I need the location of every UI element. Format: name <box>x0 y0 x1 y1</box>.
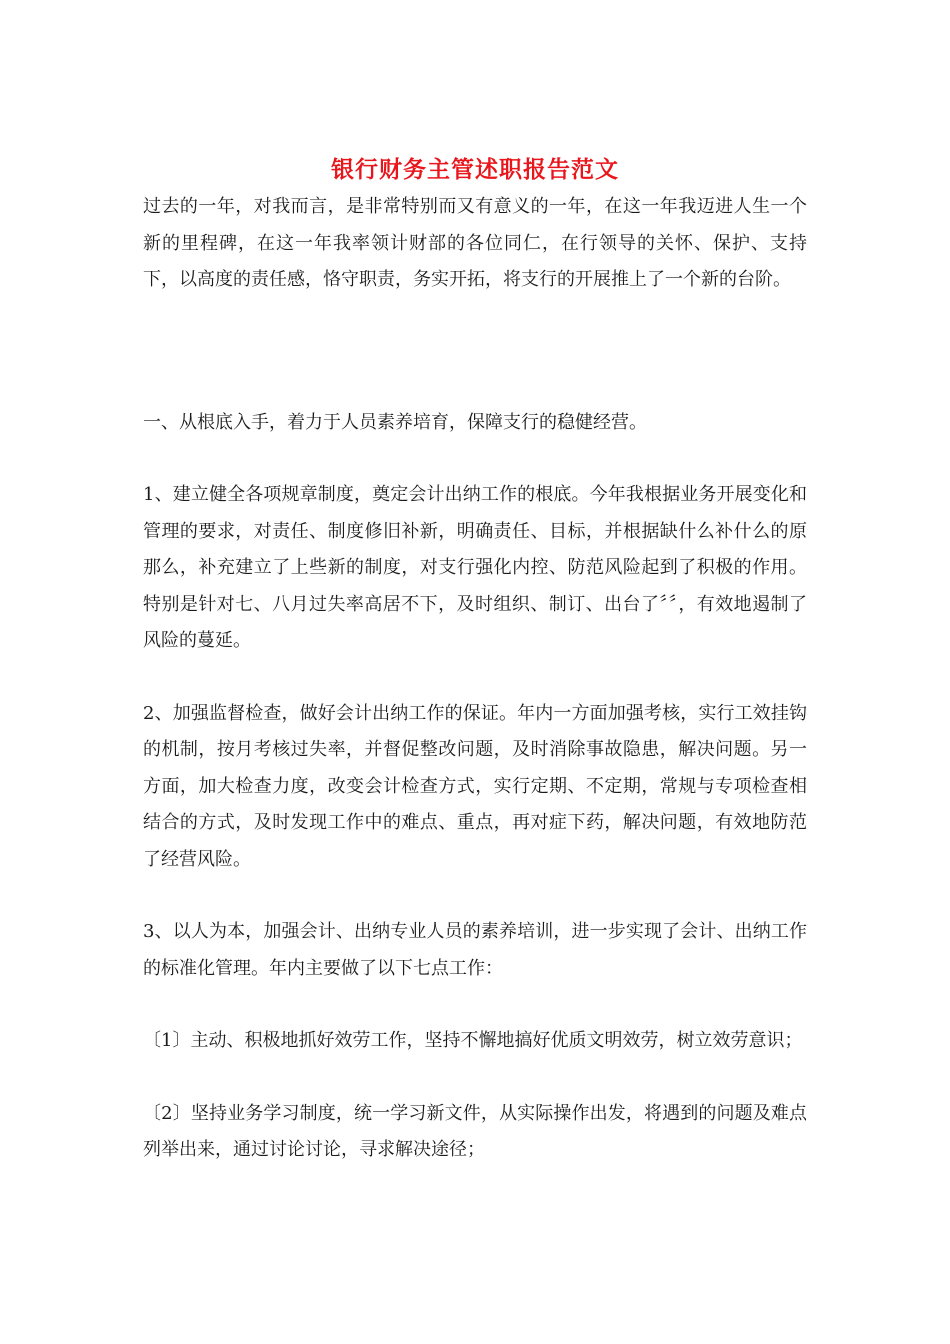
intro-paragraph: 过去的一年，对我而言，是非常特别而又有意义的一年，在这一年我迈进人生一个新的里程碑，在这一年我率领计财部的各位同仁，在行领导的关怀、保护、支持下，以高度的责任感，恪守职责，务实开拓，将支行的开展推上了一个新的台阶。 <box>143 196 807 290</box>
body-paragraph: 3、以人为本，加强会计、出纳专业人员的素养培训，进一步实现了会计、出纳工作的标准化管理。年内主要做了以下七点工作： <box>143 921 807 979</box>
document-title: 银行财务主管述职报告范文 <box>331 156 619 183</box>
body-paragraph: 2、加强监督检查，做好会计出纳工作的保证。年内一方面加强考核，实行工效挂钩的机制，按月考核过失率，并督促整改问题，及时消除事故隐患，解决问题。另一方面，加大检查力度，改变会计检查方式，实行定期、不定期，常规与专项检查相结合的方式，及时发现工作中的难点、重点，再对症下药，解决问题，有效地防范了经营风险。 <box>143 702 807 870</box>
document-body <box>143 189 807 1169</box>
body-paragraph: 1、建立健全各项规章制度，奠定会计出纳工作的根底。今年我根据业务开展变化和管理的要求，对责任、制度修旧补新，明确责任、目标，并根据缺什么补什么的原那么，补充建立了上些新的制度，对支行强化内控、防范风险起到了积极的作用。特别是针对七、八月过失率高居不下，及时组织、制订、出台了〞〞，有效地遏制了风险的蔓延。 <box>143 484 807 651</box>
list-item: 〔1〕主动、积极地抓好效劳工作，坚持不懈地搞好优质文明效劳，树立效劳意识； <box>143 1030 803 1051</box>
list-item: 〔2〕坚持业务学习制度，统一学习新文件，从实际操作出发，将遇到的问题及难点列举出来，通过讨论讨论，寻求解决途径； <box>143 1102 807 1160</box>
section-heading: 一、从根底入手，着力于人员素养培育，保障支行的稳健经营。 <box>143 411 647 433</box>
